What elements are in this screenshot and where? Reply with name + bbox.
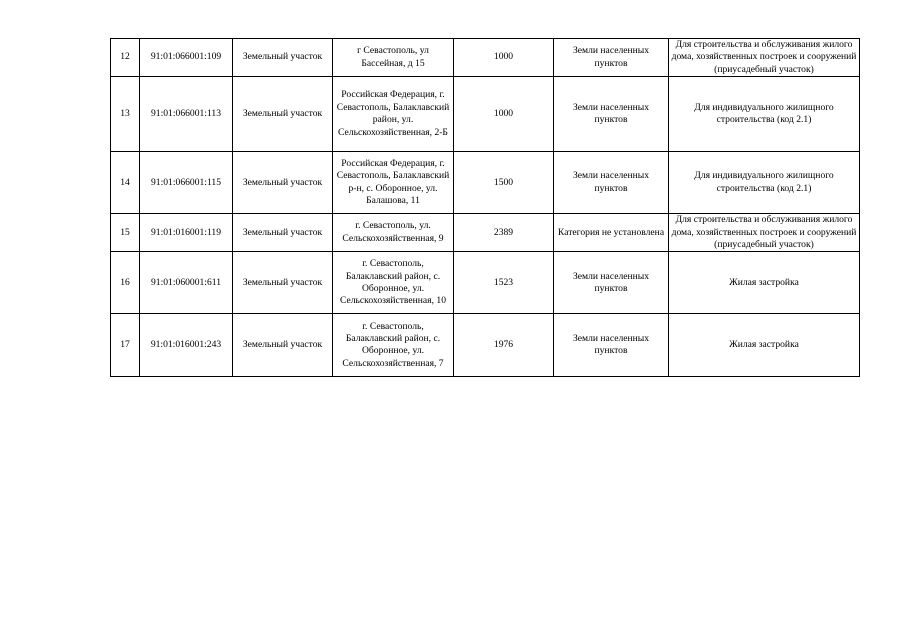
table-row xyxy=(111,77,860,152)
object-type: Земельный участок xyxy=(233,314,333,377)
object-type: Земельный участок xyxy=(233,214,333,252)
address: г. Севастополь, ул. Сельскохозяйственная, 9 xyxy=(333,214,454,252)
cadastral-number: 91:01:066001:115 xyxy=(140,152,233,214)
permitted-use: Жилая застройка xyxy=(669,252,860,314)
land-category: Земли населенных пунктов xyxy=(554,314,669,377)
area: 1000 xyxy=(454,77,554,152)
cadastral-number: 91:01:066001:109 xyxy=(140,39,233,77)
address: Российская Федерация, г. Севастополь, Балаклавский район, ул. Сельскохозяйственная, 2-Б xyxy=(333,77,454,152)
row-number: 12 xyxy=(111,39,140,77)
object-type: Земельный участок xyxy=(233,77,333,152)
land-category: Земли населенных пунктов xyxy=(554,252,669,314)
area: 1523 xyxy=(454,252,554,314)
area: 1500 xyxy=(454,152,554,214)
land-plots-table xyxy=(110,38,860,377)
table-row xyxy=(111,314,860,377)
permitted-use: Для строительства и обслуживания жилого дома, хозяйственных построек и сооружений (приусадебный участок) xyxy=(669,39,860,77)
address: Российская Федерация, г. Севастополь, Балаклавский р-н, с. Оборонное, ул. Балашова, 11 xyxy=(333,152,454,214)
row-number: 17 xyxy=(111,314,140,377)
area: 1000 xyxy=(454,39,554,77)
address: г Севастополь, ул Бассейная, д 15 xyxy=(333,39,454,77)
land-category: Категория не установлена xyxy=(554,214,669,252)
area: 2389 xyxy=(454,214,554,252)
land-category: Земли населенных пунктов xyxy=(554,39,669,77)
table-row xyxy=(111,214,860,252)
land-category: Земли населенных пунктов xyxy=(554,152,669,214)
address: г. Севастополь, Балаклавский район, с. Оборонное, ул. Сельскохозяйственная, 7 xyxy=(333,314,454,377)
object-type: Земельный участок xyxy=(233,152,333,214)
permitted-use: Для строительства и обслуживания жилого дома, хозяйственных построек и сооружений (приусадебный участок) xyxy=(669,214,860,252)
object-type: Земельный участок xyxy=(233,252,333,314)
address: г. Севастополь, Балаклавский район, с. Оборонное, ул. Сельскохозяйственная, 10 xyxy=(333,252,454,314)
cadastral-number: 91:01:016001:119 xyxy=(140,214,233,252)
land-category: Земли населенных пунктов xyxy=(554,77,669,152)
row-number: 15 xyxy=(111,214,140,252)
row-number: 13 xyxy=(111,77,140,152)
table-row xyxy=(111,152,860,214)
permitted-use: Для индивидуального жилищного строительства (код 2.1) xyxy=(669,77,860,152)
cadastral-number: 91:01:066001:113 xyxy=(140,77,233,152)
cadastral-number: 91:01:060001:611 xyxy=(140,252,233,314)
cadastral-number: 91:01:016001:243 xyxy=(140,314,233,377)
permitted-use: Для индивидуального жилищного строительства (код 2.1) xyxy=(669,152,860,214)
table-row xyxy=(111,252,860,314)
object-type: Земельный участок xyxy=(233,39,333,77)
row-number: 16 xyxy=(111,252,140,314)
table-row xyxy=(111,39,860,77)
row-number: 14 xyxy=(111,152,140,214)
permitted-use: Жилая застройка xyxy=(669,314,860,377)
area: 1976 xyxy=(454,314,554,377)
